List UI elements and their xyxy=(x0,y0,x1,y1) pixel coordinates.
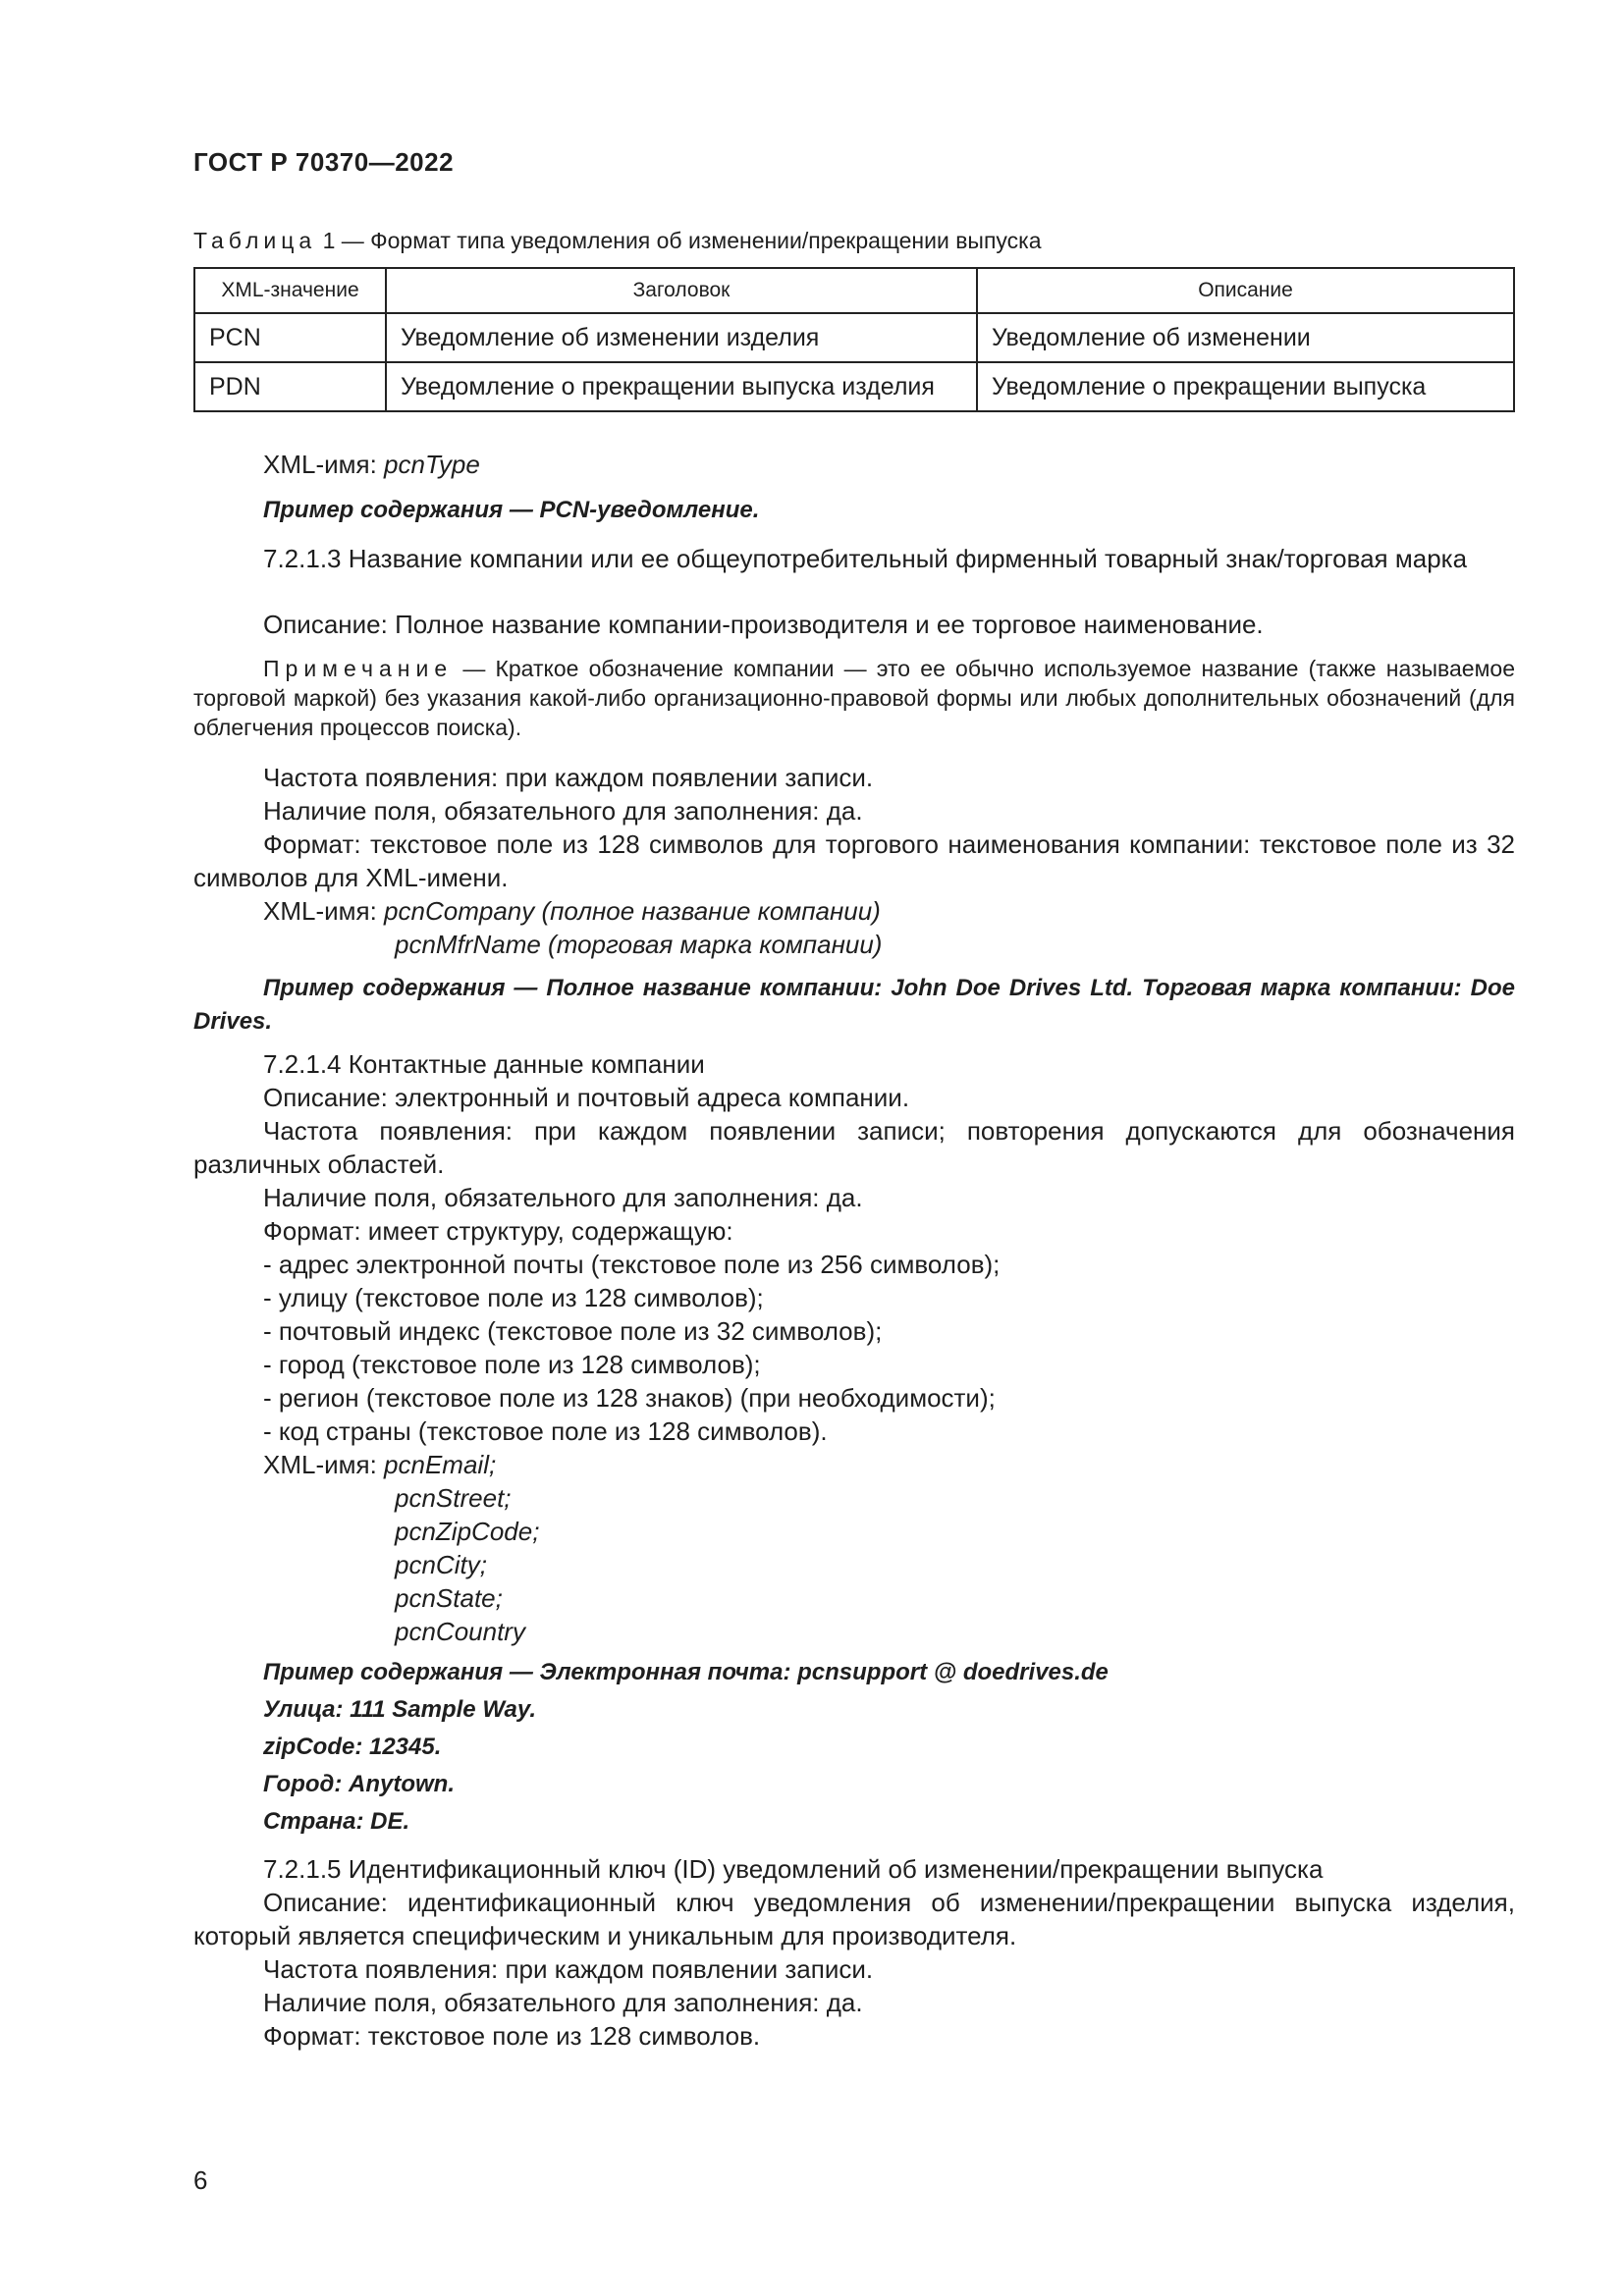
frequency-text: Частота появления: при каждом появлении записи; повторения допускаются для обозначения различных областей. xyxy=(193,1116,1515,1179)
note-label: Примечание xyxy=(263,656,454,681)
content-example-line: Город: Anytown. xyxy=(263,1771,455,1797)
xml-name-value: pcnState; xyxy=(395,1583,503,1613)
content-example: Пример содержания — PCN-уведомление. xyxy=(263,497,760,523)
xml-name-line xyxy=(263,894,881,928)
content-example-line: Страна: DE. xyxy=(263,1808,410,1835)
table-row xyxy=(194,313,1514,362)
section-description: Описание: идентификационный ключ уведомления об изменении/прекращении выпуска изделия, который является специфическим и уникальным для производителя. xyxy=(193,1888,1515,1950)
section-description: Описание: Полное название компании-производителя и ее торговое наименование. xyxy=(263,610,1264,639)
note-paragraph xyxy=(193,654,1515,742)
table-caption-text: 1 — Формат типа уведомления об изменении/прекращении выпуска xyxy=(316,228,1042,253)
content-example: Пример содержания — Электронная почта: pcnsupport @ doedrives.de xyxy=(263,1659,1109,1685)
table-cell: PDN xyxy=(194,362,386,411)
mandatory-text: Наличие поля, обязательного для заполнения: да. xyxy=(263,796,863,826)
frequency-text: Частота появления: при каждом появлении записи. xyxy=(263,1954,874,1984)
table-header-row xyxy=(194,268,1514,313)
mandatory-text: Наличие поля, обязательного для заполнения: да. xyxy=(263,1988,863,2017)
xml-name-label: XML-имя: xyxy=(263,1450,385,1479)
content-example-line: zipCode: 12345. xyxy=(263,1734,442,1760)
xml-name-value: pcnZipCode; xyxy=(395,1517,540,1546)
xml-name-value: pcnCity; xyxy=(395,1550,487,1579)
note-text: — Краткое обозначение компании — это ее обычно используемое название (также называемое торговой маркой) без указания какой-либо организационно-правовой формы или любых дополнительных обозначений (для облегчения процессов поиска). xyxy=(193,656,1515,740)
table-cell: PCN xyxy=(194,313,386,362)
xml-name-label: XML-имя: xyxy=(263,896,385,926)
list-item: - город (текстовое поле из 128 символов); xyxy=(263,1350,761,1379)
mandatory-text: Наличие поля, обязательного для заполнения: да. xyxy=(263,1183,863,1212)
xml-name-value: pcnMfrName (торговая марка компании) xyxy=(395,930,883,959)
list-item: - код страны (текстовое поле из 128 символов). xyxy=(263,1416,828,1446)
section-heading-7213: 7.2.1.3 Название компании или ее общеупотребительный фирменный товарный знак/торговая марка xyxy=(263,544,1468,573)
content-example-line: Улица: 111 Sample Way. xyxy=(263,1696,537,1723)
content-example: Пример содержания — Полное название компании: John Doe Drives Ltd. Торговая марка компании: Doe Drives. xyxy=(193,975,1515,1035)
standard-header: ГОСТ Р 70370—2022 xyxy=(193,147,455,177)
frequency-text: Частота появления: при каждом появлении записи. xyxy=(263,763,874,792)
section-description: Описание: электронный и почтовый адреса компании. xyxy=(263,1083,910,1112)
xml-name-value: pcnType xyxy=(384,450,480,479)
xml-name-label: XML-имя: xyxy=(263,450,385,479)
table-caption-label: Таблица xyxy=(193,228,317,253)
list-item: - адрес электронной почты (текстовое поле из 256 символов); xyxy=(263,1250,1001,1279)
section-heading-7215: 7.2.1.5 Идентификационный ключ (ID) уведомлений об изменении/прекращении выпуска xyxy=(263,1854,1324,1884)
column-header-title: Заголовок xyxy=(386,268,977,313)
xml-name-value: pcnStreet; xyxy=(395,1483,512,1513)
table-cell: Уведомление об изменении xyxy=(977,313,1514,362)
table-cell: Уведомление о прекращении выпуска xyxy=(977,362,1514,411)
section-heading-7214: 7.2.1.4 Контактные данные компании xyxy=(263,1049,705,1079)
table-row xyxy=(194,362,1514,411)
table-cell: Уведомление об изменении изделия xyxy=(386,313,977,362)
table-cell: Уведомление о прекращении выпуска изделия xyxy=(386,362,977,411)
column-header-xml-value: XML-значение xyxy=(194,268,386,313)
format-text: Формат: имеет структуру, содержащую: xyxy=(263,1216,733,1246)
xml-name-value: pcnEmail; xyxy=(384,1450,497,1479)
format-text: Формат: текстовое поле из 128 символов для торгового наименования компании: текстовое поле из 32 символов для XML-имени. xyxy=(193,829,1515,892)
column-header-description: Описание xyxy=(977,268,1514,313)
page-number: 6 xyxy=(193,2165,208,2195)
list-item: - почтовый индекс (текстовое поле из 32 символов); xyxy=(263,1316,883,1346)
xml-name-value: pcnCountry xyxy=(395,1617,525,1646)
format-text: Формат: текстовое поле из 128 символов. xyxy=(263,2021,761,2051)
list-item: - регион (текстовое поле из 128 знаков) (при необходимости); xyxy=(263,1383,996,1413)
xml-name-line xyxy=(263,1448,496,1481)
format-table xyxy=(193,267,1515,412)
list-item: - улицу (текстовое поле из 128 символов); xyxy=(263,1283,764,1312)
xml-name-value: pcnCompany (полное название компании) xyxy=(384,896,881,926)
table-caption xyxy=(193,228,1042,254)
xml-name-line xyxy=(263,448,480,481)
